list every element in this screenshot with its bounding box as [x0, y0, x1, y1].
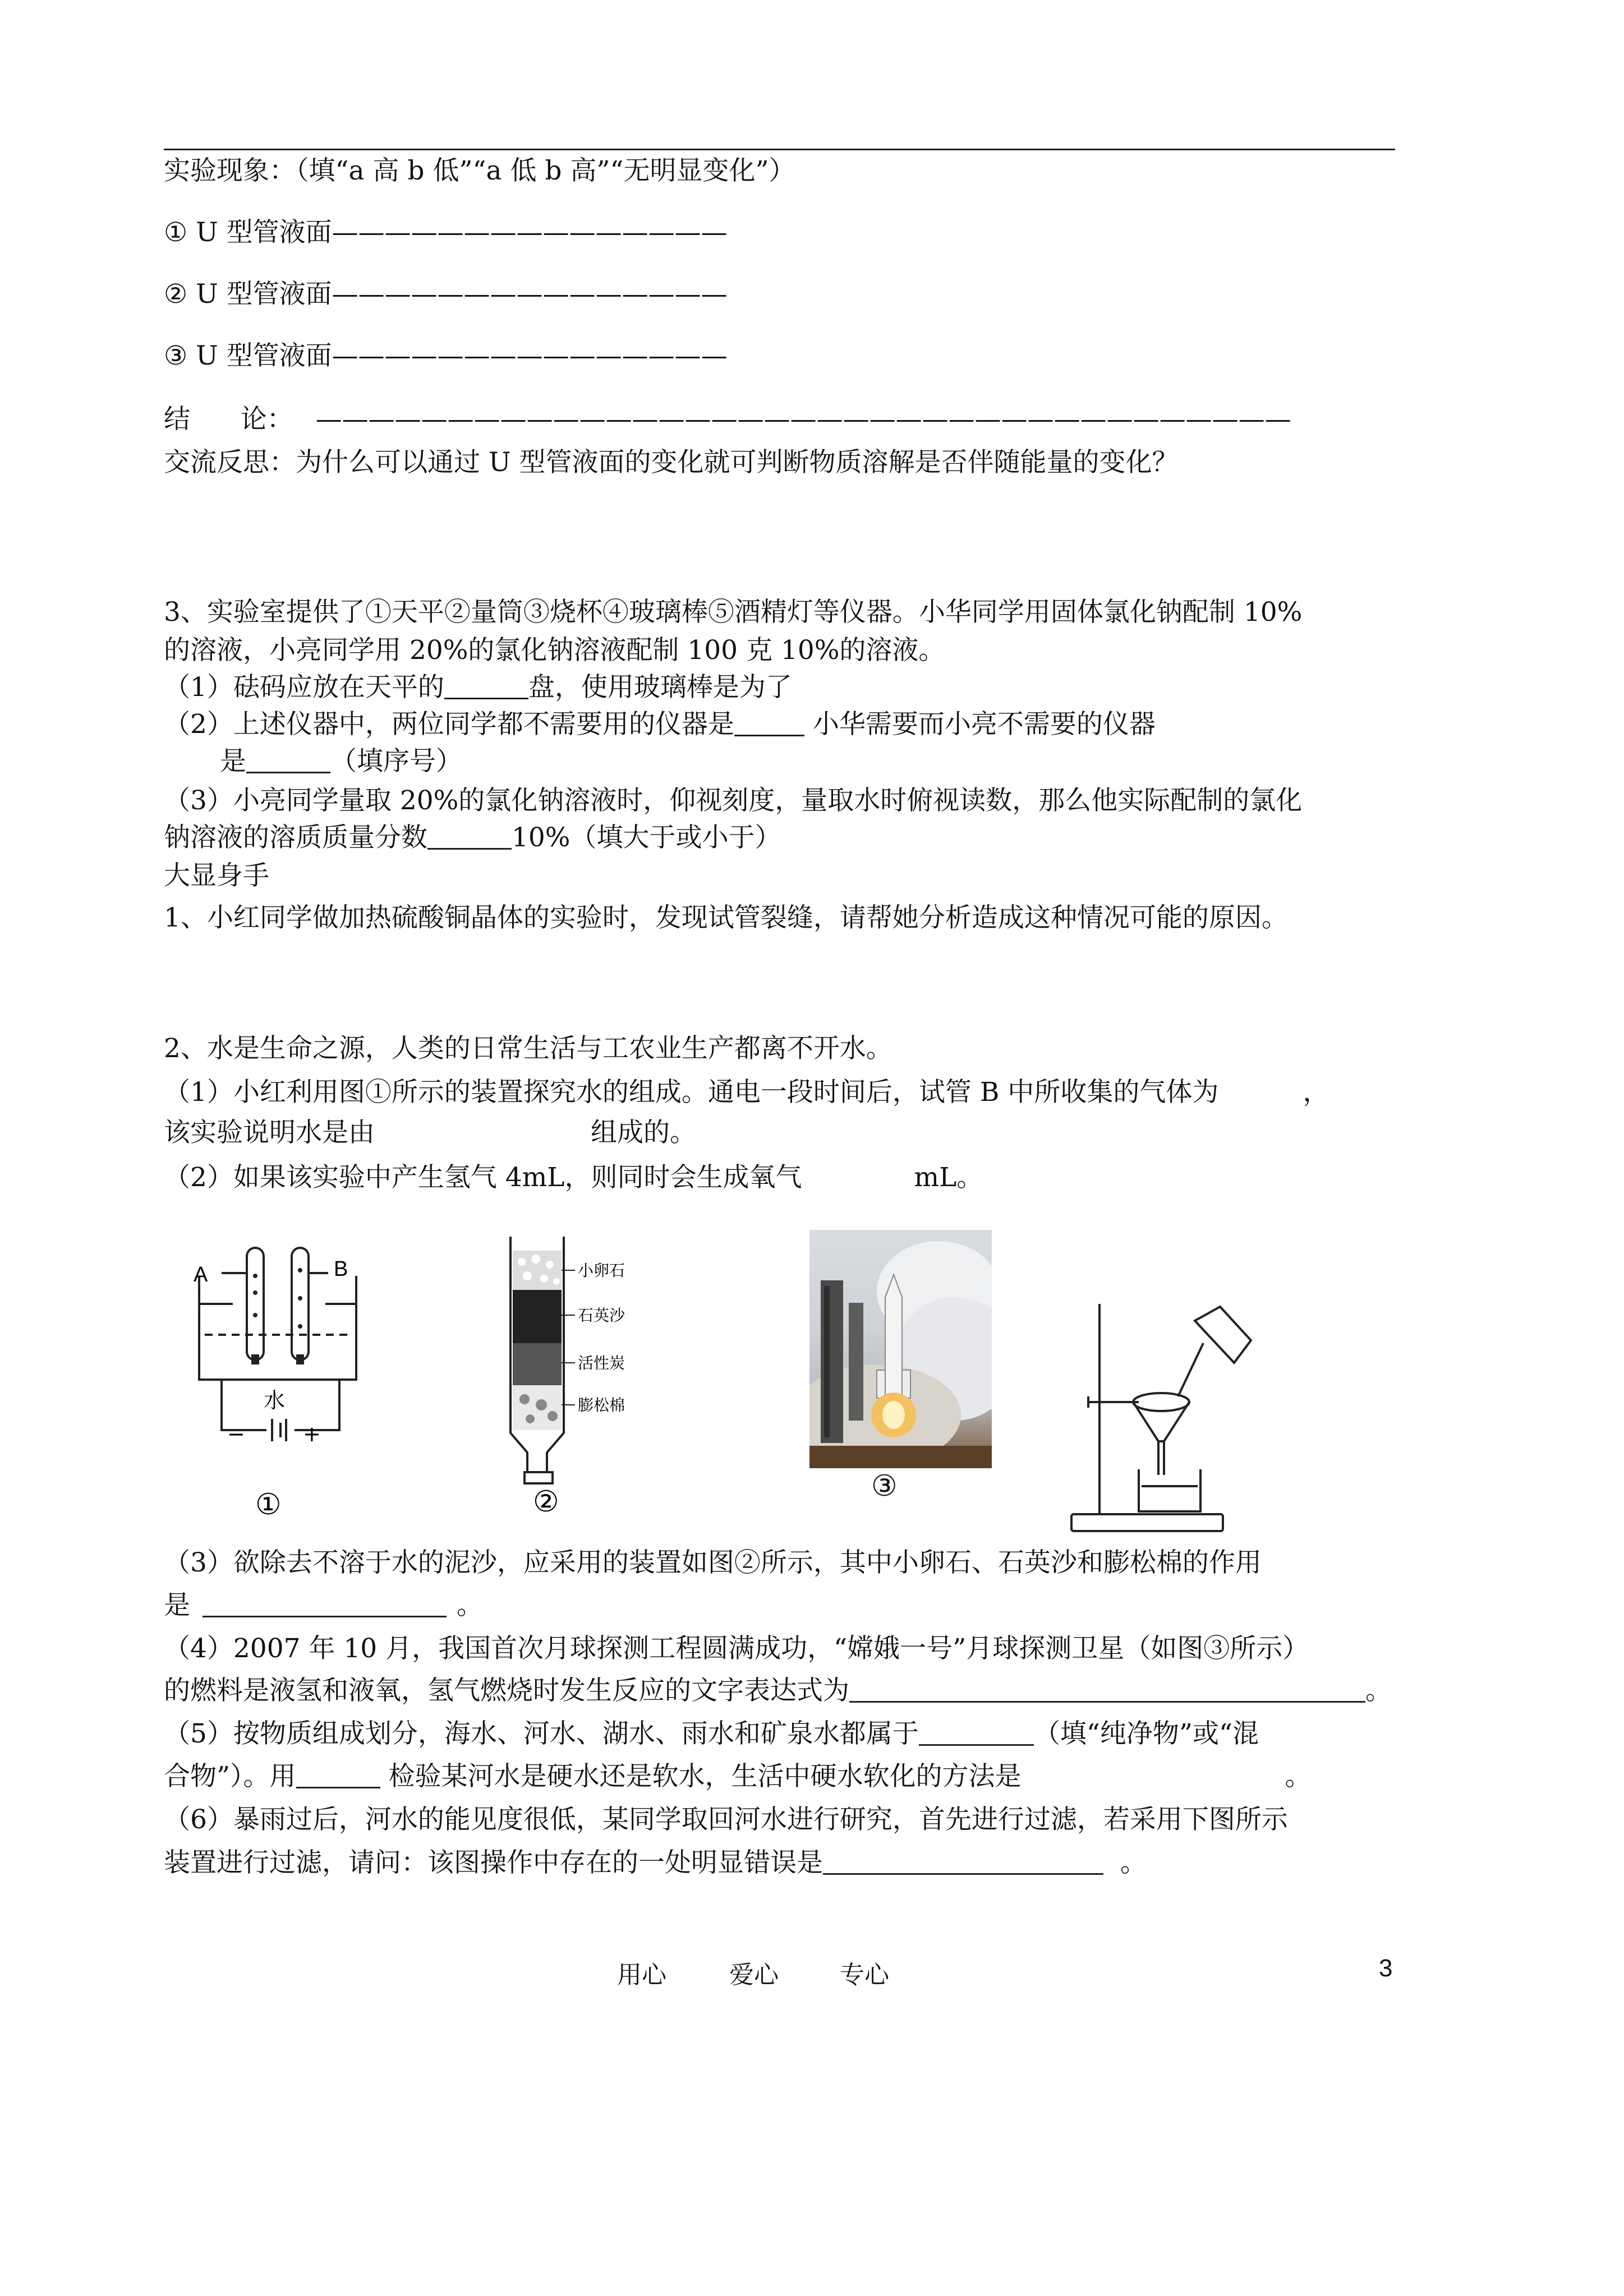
s2-part-6: （6）暴雨过后，河水的能见度很低，某同学取回河水进行研究，首先进行过滤，若采用下图所示: [164, 1804, 1288, 1835]
s2-p6b-suffix: 。: [1120, 1847, 1147, 1878]
s2-p4b-prefix: 的燃料是液氢和液氧，氢气燃烧时发生反应的文字表达式为: [164, 1675, 849, 1706]
blank-weight-pan[interactable]: [444, 672, 528, 699]
conclusion-line: [164, 403, 1291, 436]
s2-part-2: [164, 1161, 983, 1195]
s2-part-1-cont: [164, 1116, 696, 1150]
phenomenon-text: 实验现象：（填“a 高 b 低”“a 低 b 高”“无明显变化”）: [164, 155, 795, 186]
q3-part-3: （3）小亮同学量取 20%的氯化钠溶液时，仰视刻度，量取水时俯视读数，那么他实际配制的氯化: [164, 785, 1303, 816]
s2-p3b-prefix: 是: [164, 1590, 190, 1621]
s2-p1b-suffix: 组成的。: [591, 1117, 696, 1148]
fig1-minus: −: [227, 1422, 245, 1446]
blank-word-equation[interactable]: [849, 1675, 1365, 1703]
top-rule: [164, 149, 1395, 150]
q3-p3b-prefix: 钠溶液的溶质质量分数: [164, 822, 427, 853]
blank-hard-water-test[interactable]: [296, 1761, 380, 1788]
fig1-water-label: 水: [264, 1388, 286, 1413]
s2-part-4: （4）2007 年 10 月，我国首次月球探测工程圆满成功，“嫦娥一号”月球探测卫星（如图③所示）: [164, 1633, 1309, 1664]
q3-part-1: [164, 671, 792, 704]
fig2-layer-carbon: 活性炭: [578, 1354, 625, 1372]
q3-p2c-suffix: （填序号）: [330, 746, 462, 777]
fig2-layer-pebbles: 小卵石: [578, 1261, 625, 1280]
blank-xiaohua-instrument[interactable]: [246, 746, 330, 773]
section-heading: 大显身手: [164, 860, 269, 891]
s2-p1-prefix: （1）小红利用图①所示的装置探究水的组成。通电一段时间后，试管 B 中所收集的气体为: [164, 1077, 1219, 1108]
rocket-launch-image: [809, 1230, 992, 1468]
q3-part-3-cont: [164, 821, 781, 855]
water-filter-figure: [494, 1231, 656, 1514]
q3-intro-2: 的溶液，小亮同学用 20%的氯化钠溶液配制 100 克 10%的溶液。: [164, 635, 945, 666]
s2-p5b-suffix: 。: [1285, 1761, 1312, 1792]
s2-p1-comma: ，: [1303, 1077, 1329, 1108]
q3-intro-1: 3、实验室提供了①天平②量筒③烧杯④玻璃棒⑤酒精灯等仪器。小华同学用固体氯化钠配制 10%: [164, 597, 1303, 628]
fig3-caption: ③: [871, 1469, 898, 1503]
s2-part-4-cont: [164, 1674, 1392, 1708]
q3-p1-suffix: 盘，使用玻璃棒是为了: [528, 672, 792, 703]
conclusion-label: 结 论：: [164, 404, 293, 435]
s2-p1b-prefix: 该实验说明水是由: [164, 1117, 375, 1148]
blank-filtration-error[interactable]: [823, 1847, 1103, 1875]
s2-p2-prefix: （2）如果该实验中产生氢气 4mL，则同时会生成氧气: [164, 1162, 802, 1193]
s2-p5a-prefix: （5）按物质组成划分，海水、河水、湖水、雨水和矿泉水都属于: [164, 1718, 919, 1749]
reflection-text: 交流反思：为什么可以通过 U 型管液面的变化就可判断物质溶解是否伴随能量的变化？: [164, 447, 1179, 478]
fig1-plus: +: [303, 1422, 321, 1446]
blank-mass-fraction[interactable]: [427, 822, 512, 850]
fig1-label-a: A: [194, 1263, 208, 1287]
s2-part-5: [164, 1717, 1259, 1751]
s1-question: 1、小红同学做加热硫酸铜晶体的实验时，发现试管裂缝，请帮她分析造成这种情况可能的原因。: [164, 902, 1288, 933]
s2-p5b-middle: 检验某河水是硬水还是软水，生活中硬水软化的方法是: [380, 1761, 1022, 1792]
electrolysis-figure: [188, 1237, 373, 1523]
footer-word-1: 用心: [617, 1961, 666, 1989]
s2-intro: 2、水是生命之源，人类的日常生活与工农业生产都离不开水。: [164, 1033, 892, 1064]
rocket-launch-photo: [809, 1230, 992, 1468]
item-3: ③ U 型管液面———————————————: [164, 340, 728, 371]
q3-part-2-cont: [220, 745, 462, 778]
blank-substance-class[interactable]: [919, 1718, 1034, 1746]
s2-part-3: （3）欲除去不溶于水的泥沙，应采用的装置如图②所示，其中小卵石、石英沙和膨松棉的作用: [164, 1547, 1262, 1578]
s2-p2-suffix: mL。: [914, 1162, 983, 1193]
fig2-caption: ②: [533, 1485, 559, 1514]
s2-p5b-prefix: 合物”）。用: [164, 1761, 296, 1792]
q3-p2c-prefix: 是: [220, 746, 246, 777]
footer-word-2: 爱心: [729, 1961, 779, 1989]
q3-p1-prefix: （1）砝码应放在天平的: [164, 672, 444, 703]
filtration-figure: [1066, 1290, 1273, 1537]
s2-part-1: [164, 1076, 1329, 1109]
q3-p2-prefix: （2）上述仪器中，两位同学都不需要用的仪器是: [164, 709, 734, 740]
item-1: ① U 型管液面———————————————: [164, 217, 728, 248]
s2-p5a-suffix: （填“纯净物”或“混: [1033, 1718, 1259, 1749]
s2-part-6-cont: [164, 1846, 1147, 1880]
page-number: 3: [1379, 1954, 1393, 1982]
q3-p2-suffix: 小华需要而小亮不需要的仪器: [804, 709, 1156, 740]
s2-part-3-cont: [164, 1589, 483, 1622]
item-2: ② U 型管液面———————————————: [164, 279, 728, 310]
s2-p3b-suffix: 。: [457, 1590, 483, 1621]
s2-p6b-prefix: 装置进行过滤，请问：该图操作中存在的一处明显错误是: [164, 1847, 823, 1878]
blank-filter-purpose[interactable]: [203, 1590, 447, 1617]
q3-p3b-suffix: 10%（填大于或小于）: [512, 822, 781, 853]
s2-p4b-suffix: 。: [1365, 1675, 1392, 1706]
conclusion-dashes: —————————————————————————————————————: [315, 404, 1291, 435]
q3-part-2: [164, 708, 1156, 741]
fig1-label-b: B: [334, 1257, 348, 1281]
s2-part-5-cont: [164, 1760, 1311, 1794]
fig2-layer-cotton: 膨松棉: [578, 1396, 625, 1414]
blank-unused-instrument[interactable]: [734, 709, 804, 736]
footer-word-3: 专心: [840, 1961, 889, 1989]
fig2-layer-sand: 石英沙: [578, 1306, 625, 1325]
fig1-caption: ①: [255, 1488, 282, 1522]
